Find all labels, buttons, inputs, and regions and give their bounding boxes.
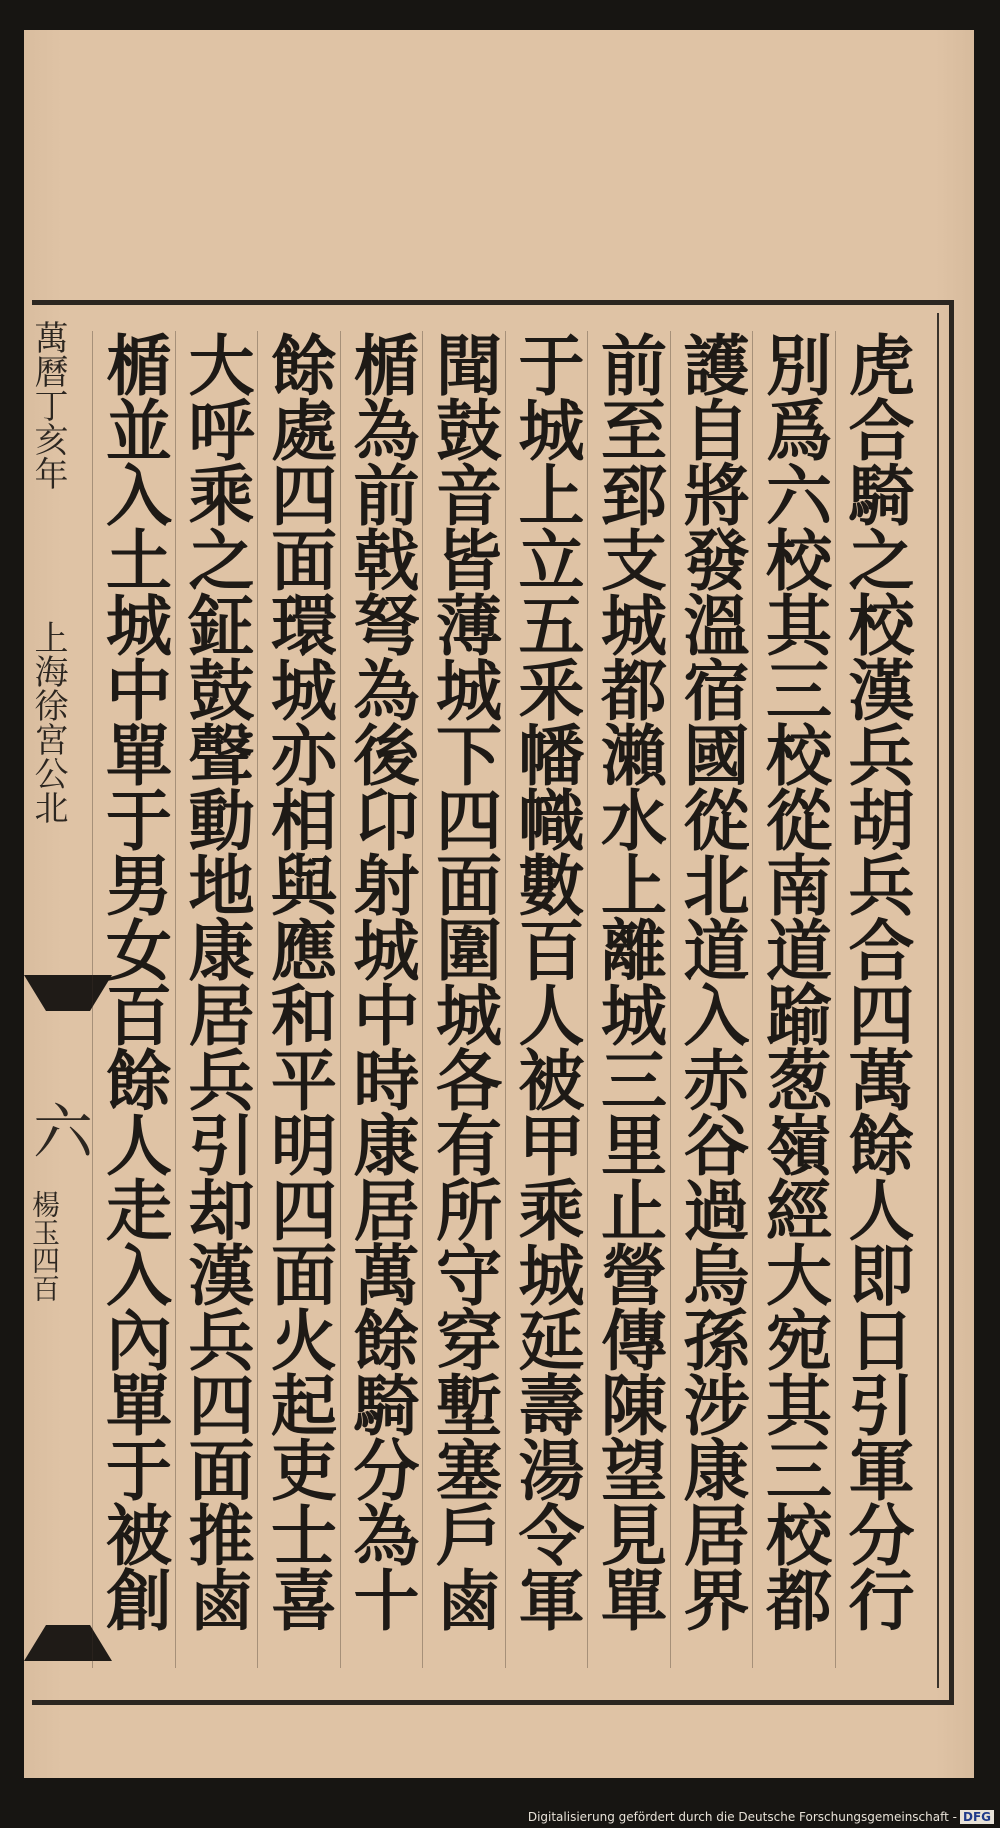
text-column: 虎合騎之校漢兵胡兵合四萬餘人即日引軍分行 — [835, 331, 918, 1668]
text-column: 前至郅支城都瀨水上離城三里止營傳陳望見單 — [587, 331, 670, 1668]
margin-carver-note: 楊玉四百 — [28, 1190, 61, 1302]
text-column: 大呼乘之鉦鼓聲動地康居兵引却漢兵四面推鹵 — [175, 331, 258, 1668]
text-column: 餘處四面環城亦相與應和平明四面火起吏士喜 — [257, 331, 340, 1668]
book-page — [24, 30, 974, 1778]
digitization-credit — [528, 1810, 994, 1824]
credit-text: Digitalisierung gefördert durch die Deutsche Forschungsgemeinschaft - — [527, 1810, 957, 1824]
margin-page-number: 六 — [23, 1100, 93, 1160]
text-column: 楯並入土城中單于男女百餘人走入內單于被創 — [92, 331, 175, 1668]
text-columns — [92, 331, 917, 1668]
inner-frame-rule — [32, 313, 939, 1688]
dfg-logo: DFG — [960, 1810, 994, 1824]
text-column: 護自將發溫宿國從北道入赤谷過烏孫涉康居界 — [670, 331, 753, 1668]
text-column: 別爲六校其三校從南道踰葱嶺經大宛其三校都 — [752, 331, 835, 1668]
margin-title-text: 上海徐宮公北 — [28, 620, 68, 824]
text-column: 楯為前戟弩為後卬射城中時康居萬餘騎分為十 — [340, 331, 423, 1668]
text-column: 聞鼓音皆薄城下四面圍城各有所守穿塹塞戶鹵 — [422, 331, 505, 1668]
text-frame — [32, 300, 954, 1705]
text-column: 于城上立五釆幡幟數百人被甲乘城延壽湯令軍 — [505, 331, 588, 1668]
margin-edition-text: 萬曆丁亥年 — [28, 320, 68, 490]
